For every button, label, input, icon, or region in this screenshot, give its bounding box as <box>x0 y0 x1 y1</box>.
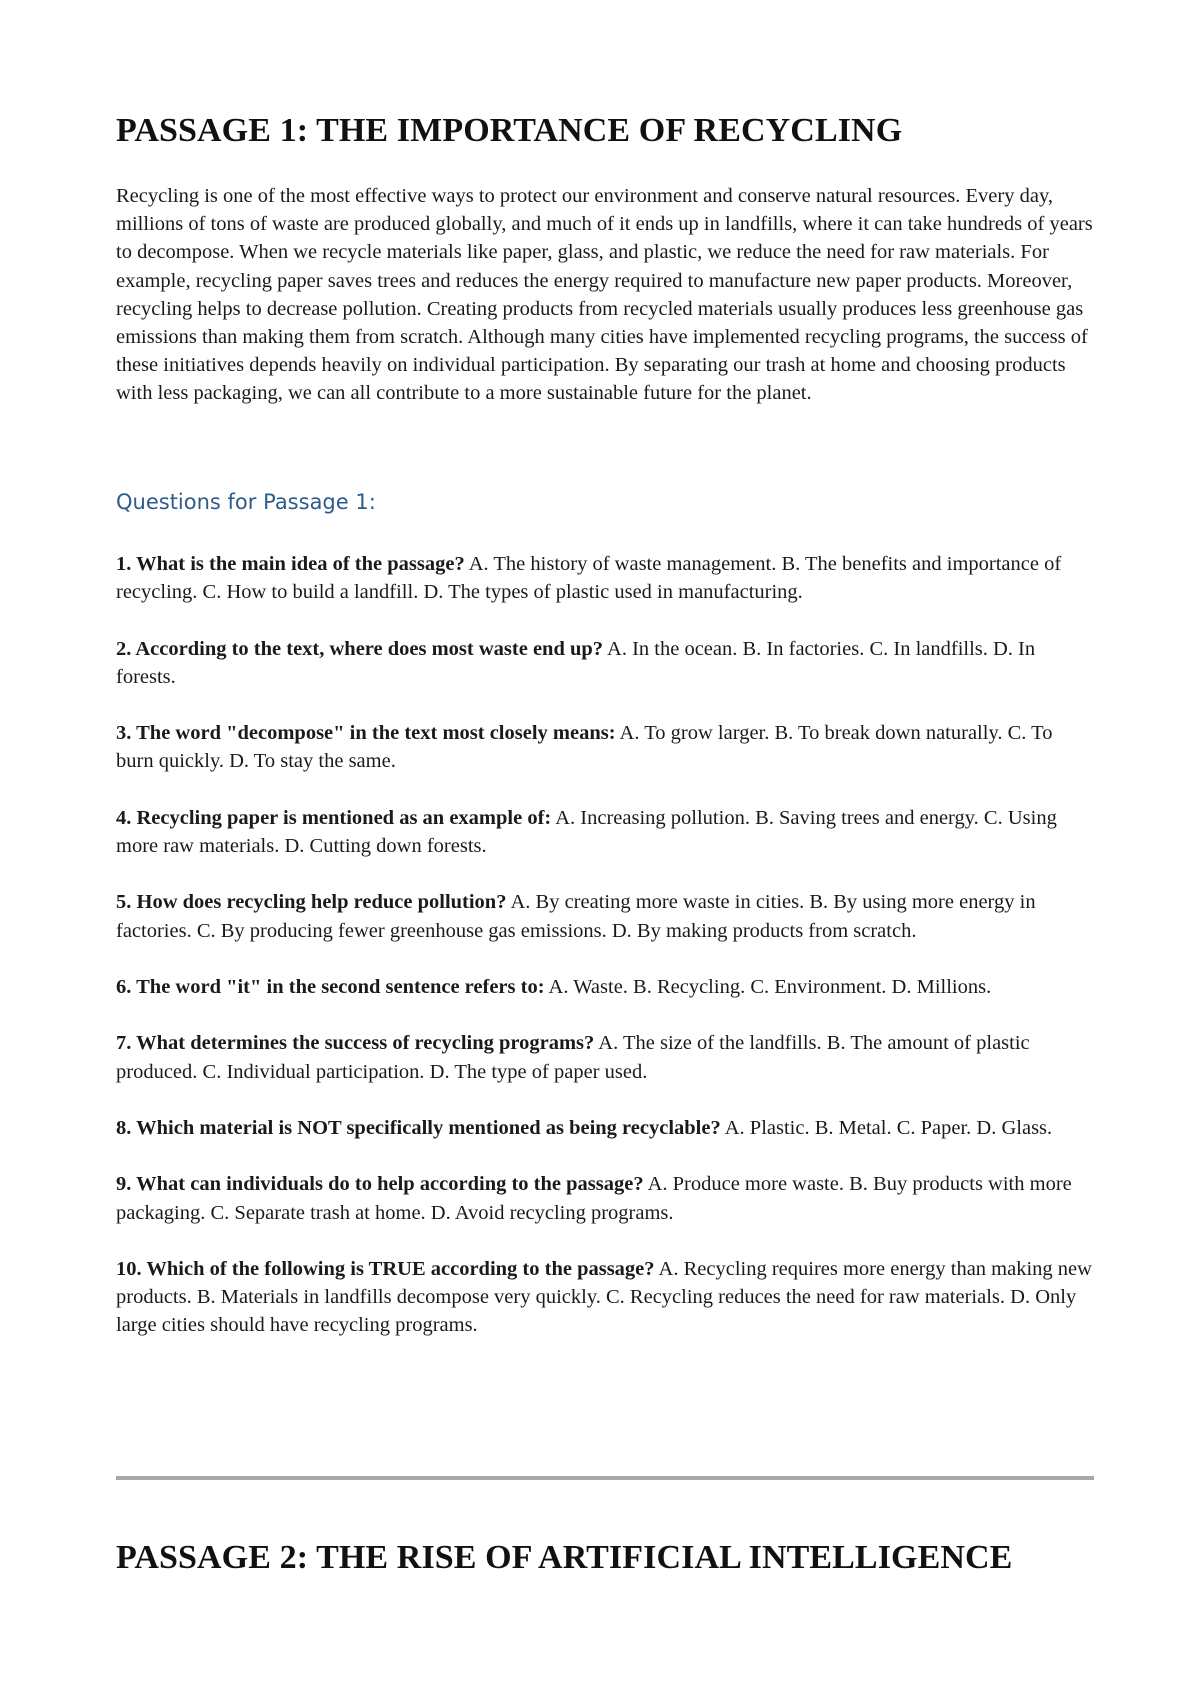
question-options: A. The size of the landfills. B. The amount of plastic produced. C. Individual participation. D. The type of paper used. <box>116 1032 1030 1083</box>
question-options: A. To grow larger. B. To break down naturally. C. To burn quickly. D. To stay the same. <box>116 722 1053 773</box>
question-item <box>116 635 1094 691</box>
question-options: A. Plastic. B. Metal. C. Paper. D. Glass. <box>724 1116 1053 1139</box>
question-text: 1. What is the main idea of the passage? <box>116 553 465 575</box>
question-options: A. In the ocean. B. In factories. C. In landfills. D. In forests. <box>116 637 1036 688</box>
question-text: 4. Recycling paper is mentioned as an example of: <box>116 806 552 829</box>
question-options: A. Waste. B. Recycling. C. Environment. D. Millions. <box>548 975 992 998</box>
question-options: A. The history of waste management. B. The benefits and importance of recycling. C. How to build a landfill. D. The types of plastic used in manufacturing. <box>116 553 1062 604</box>
question-text: 6. The word "it" in the second sentence refers to: <box>116 975 545 998</box>
passage-1-body: Recycling is one of the most effective ways to protect our environment and conserve natural resources. Every day, millions of tons of waste are produced globally, and much of it ends up in landfills, where it can take hundreds of years to decompose. When we recycle materials like paper, glass, and plastic, we reduce the need for raw materials. For example, recycling paper saves trees and reduces the energy required to manufacture new paper products. Moreover, recycling helps to decrease pollution. Creating products from recycled materials usually produces less greenhouse gas emissions than making them from scratch. Although many cities have implemented recycling programs, the success of these initiatives depends heavily on individual participation. By separating our trash at home and choosing products with less packaging, we can all contribute to a more sustainable future for the planet. <box>116 185 1093 405</box>
question-text: 3. The word "decompose" in the text most closely means: <box>116 722 616 745</box>
question-text: 5. How does recycling help reduce pollution? <box>116 891 507 914</box>
question-options: A. Increasing pollution. B. Saving trees and energy. C. Using more raw materials. D. Cutting down forests. <box>116 806 1057 857</box>
question-item <box>116 1170 1094 1226</box>
question-text: 2. According to the text, where does most waste end up? <box>116 637 604 660</box>
question-item <box>116 1255 1094 1340</box>
question-item <box>116 804 1094 860</box>
question-options: A. By creating more waste in cities. B. By using more energy in factories. C. By producing fewer greenhouse gas emissions. D. By making products from scratch. <box>116 891 1036 942</box>
question-item <box>116 550 1094 606</box>
question-text: 7. What determines the success of recycling programs? <box>116 1032 595 1055</box>
question-text: 8. Which material is NOT specifically mentioned as being recyclable? <box>116 1116 721 1139</box>
questions-heading: Questions for Passage 1: <box>116 490 376 514</box>
questions-list <box>116 550 1094 1368</box>
question-item <box>116 1029 1094 1085</box>
question-item <box>116 719 1094 775</box>
passage-2-title: PASSAGE 2: THE RISE OF ARTIFICIAL INTELLIGENCE <box>116 1539 1013 1576</box>
section-divider <box>116 1476 1094 1480</box>
question-options: A. Produce more waste. B. Buy products with more packaging. C. Separate trash at home. D. Avoid recycling programs. <box>116 1173 1072 1224</box>
question-item <box>116 888 1094 944</box>
question-item <box>116 973 1094 1001</box>
question-options: A. Recycling requires more energy than making new products. B. Materials in landfills decompose very quickly. C. Recycling reduces the need for raw materials. D. Only large cities should have recycling programs. <box>116 1257 1092 1337</box>
question-text: 10. Which of the following is TRUE according to the passage? <box>116 1257 655 1280</box>
question-text: 9. What can individuals do to help according to the passage? <box>116 1173 644 1196</box>
question-item <box>116 1114 1094 1142</box>
passage-1-title: PASSAGE 1: THE IMPORTANCE OF RECYCLING <box>116 112 903 149</box>
